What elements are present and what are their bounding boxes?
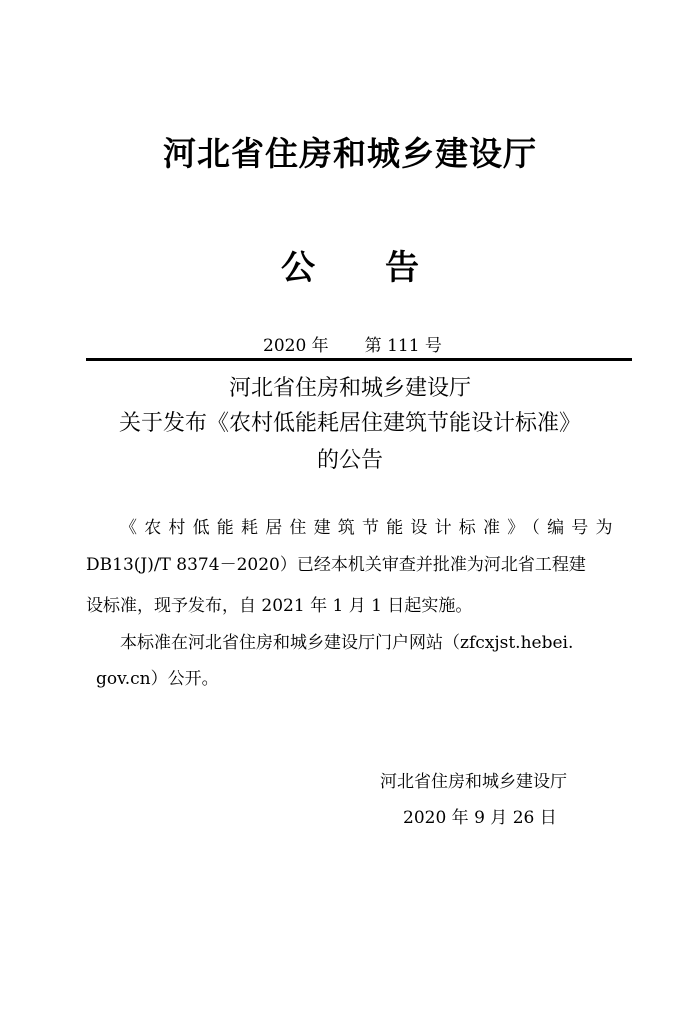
body-paragraph-1-line-1: 《农村低能耗居住建筑节能设计标准》（编号为 bbox=[120, 518, 620, 538]
header-divider bbox=[86, 358, 632, 361]
signature-organization: 河北省住房和城乡建设厅 bbox=[380, 772, 567, 792]
body-paragraph-1-line-2: DB13(J)/T 8374－2020）已经本机关审查并批准为河北省工程建 bbox=[86, 555, 586, 575]
notice-heading bbox=[0, 240, 700, 289]
issuer-heading: 河北省住房和城乡建设厅 bbox=[163, 134, 537, 173]
announcement-title-line-2: 关于发布《农村低能耗居住建筑节能设计标准》 bbox=[118, 411, 581, 436]
document-year: 2020 年 bbox=[263, 336, 329, 356]
document-serial: 第 111 号 bbox=[364, 336, 442, 356]
body-paragraph-2-line-1: 本标准在河北省住房和城乡建设厅门户网站（zfcxjst.hebei. bbox=[120, 633, 574, 653]
body-paragraph-1-line-3: 设标准，现予发布，自 2021 年 1 月 1 日起实施。 bbox=[86, 596, 473, 616]
notice-char-2: 告 bbox=[385, 248, 419, 288]
announcement-title-line-1: 河北省住房和城乡建设厅 bbox=[228, 376, 471, 401]
announcement-title-line-3: 的公告 bbox=[316, 448, 383, 473]
document-number bbox=[263, 331, 442, 356]
body-paragraph-2-line-2: gov.cn）公开。 bbox=[96, 669, 219, 689]
signature-date: 2020 年 9 月 26 日 bbox=[403, 808, 557, 828]
notice-char-1: 公 bbox=[281, 248, 315, 288]
